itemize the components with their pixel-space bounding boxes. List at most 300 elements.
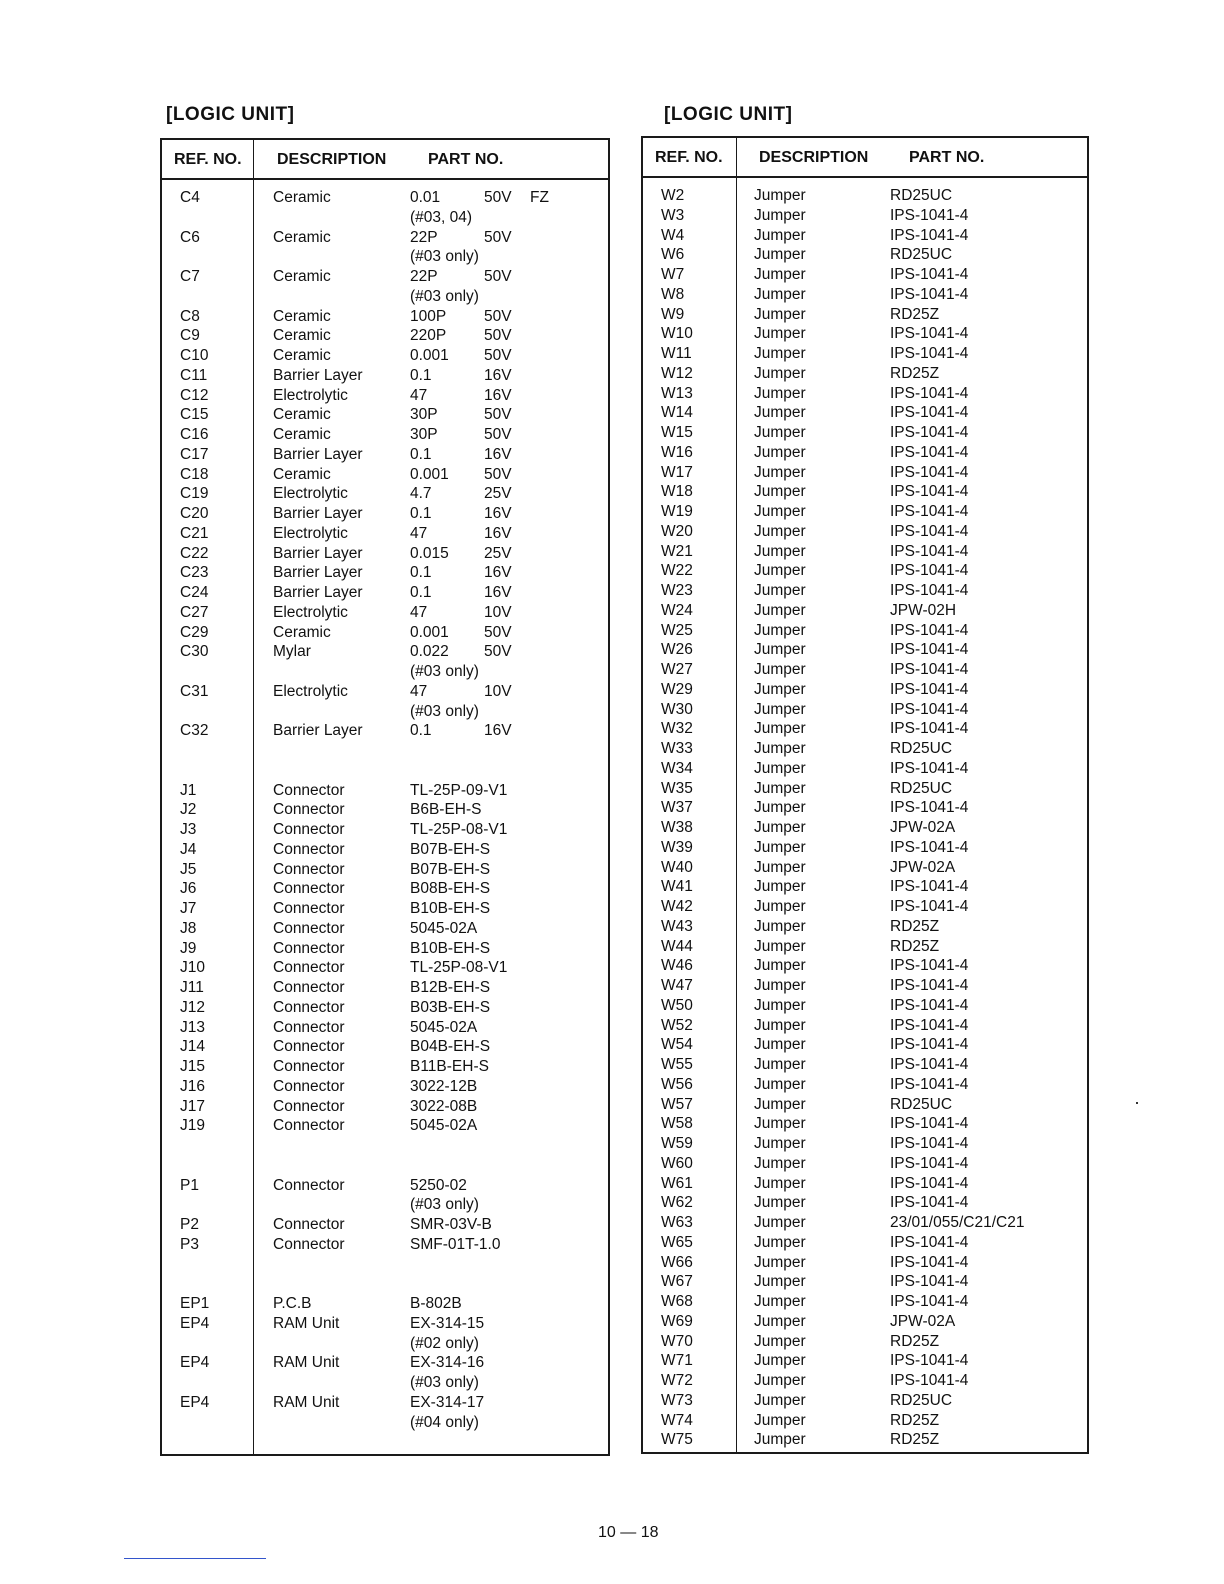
table-row (162, 1413, 608, 1433)
part-no-cell: JPW-02A (890, 1312, 956, 1330)
ref-no-cell: W11 (661, 345, 692, 362)
ref-no-cell: W39 (661, 838, 693, 856)
stray-mark (1136, 1102, 1138, 1104)
ref-no-cell: C24 (180, 584, 209, 601)
description-cell: Barrier Layer (273, 722, 363, 740)
table-row (162, 1136, 608, 1156)
description-cell: Electrolytic (273, 682, 348, 700)
description-cell: Barrier Layer (273, 366, 363, 384)
table-row (643, 384, 1087, 404)
description-cell: Connector (273, 860, 345, 878)
description-cell: Jumper (754, 1253, 806, 1271)
part-no-cell: TL-25P-09-V1 (410, 781, 508, 799)
description-cell: Jumper (754, 1075, 806, 1093)
description-cell: Jumper (754, 1056, 806, 1073)
ref-no-cell: J17 (180, 1097, 205, 1115)
table-row (643, 265, 1087, 285)
table-row (162, 1037, 608, 1057)
ref-no-cell: W44 (661, 937, 693, 955)
description-cell: P.C.B (273, 1295, 312, 1312)
table-row (643, 1351, 1087, 1371)
ref-no-cell: W30 (661, 700, 693, 718)
ref-no-cell: J5 (180, 860, 197, 878)
ref-no-cell: W16 (661, 443, 693, 461)
part-no-cell: IPS-1041-4 (890, 404, 969, 422)
part-no-cell: (#03 only) (410, 1196, 479, 1214)
ref-no-cell: W57 (661, 1095, 693, 1113)
description-cell: Jumper (754, 1293, 806, 1310)
description-cell: Connector (273, 1038, 345, 1056)
table-row (643, 1114, 1087, 1134)
ref-no-cell: C19 (180, 485, 209, 503)
part-no-cell: RD25Z (890, 1411, 940, 1429)
table-row (643, 937, 1087, 957)
description-cell: Jumper (754, 1312, 806, 1330)
table-row (162, 366, 608, 386)
ref-no-cell: C4 (180, 189, 200, 206)
table-row (643, 779, 1087, 799)
description-cell: Jumper (754, 858, 806, 876)
ref-no-cell: EP4 (180, 1314, 210, 1332)
description-cell: Barrier Layer (273, 564, 363, 582)
table-row (162, 504, 608, 524)
voltage-cell: 10V (484, 603, 512, 621)
table-row (162, 919, 608, 939)
part-no-cell: IPS-1041-4 (890, 1233, 969, 1251)
table-row (162, 603, 608, 623)
ref-no-cell: W67 (661, 1273, 693, 1291)
ref-no-cell: W47 (661, 977, 693, 994)
voltage-cell: 50V (484, 189, 512, 206)
part-no-cell: IPS-1041-4 (890, 1036, 969, 1054)
header-description: DESCRIPTION (759, 149, 869, 166)
table-row (162, 1314, 608, 1334)
ref-no-cell: W61 (661, 1174, 693, 1192)
table-row (643, 206, 1087, 226)
table-row (643, 364, 1087, 384)
ref-no-cell: W73 (661, 1391, 693, 1409)
header-ref-no: REF. NO. (174, 151, 242, 168)
table-row (643, 996, 1087, 1016)
ref-no-cell: W42 (661, 898, 693, 915)
part-no-cell: RD25Z (890, 917, 940, 935)
part-no-cell: EX-314-15 (410, 1314, 485, 1332)
ref-no-cell: W41 (661, 878, 693, 896)
part-no-cell: IPS-1041-4 (890, 621, 969, 639)
table-row (643, 443, 1087, 463)
part-no-cell: (#03 only) (410, 702, 479, 720)
part-no-cell: IPS-1041-4 (890, 878, 969, 896)
table-row (643, 917, 1087, 937)
part-no-cell: RD25UC (890, 246, 953, 264)
part-no-cell: 4.7 (410, 485, 432, 503)
table-row (643, 759, 1087, 779)
part-no-cell: IPS-1041-4 (890, 1273, 969, 1291)
description-cell: Jumper (754, 720, 806, 738)
description-cell: Jumper (754, 1154, 806, 1172)
description-cell: Jumper (754, 1115, 806, 1133)
part-no-cell: B6B-EH-S (410, 801, 482, 819)
part-no-cell: 3022-08B (410, 1097, 478, 1115)
table-row (162, 1077, 608, 1097)
header-description: DESCRIPTION (277, 151, 387, 168)
ref-no-cell: J6 (180, 880, 197, 898)
part-no-cell: IPS-1041-4 (890, 1253, 969, 1271)
table-row (162, 287, 608, 307)
ref-no-cell: W38 (661, 819, 693, 836)
description-cell: Connector (273, 880, 345, 898)
ref-no-cell: J14 (180, 1038, 205, 1056)
description-cell: Jumper (754, 1095, 806, 1113)
part-no-cell: 22P (410, 228, 438, 246)
part-no-cell: 220P (410, 327, 447, 345)
description-cell: Jumper (754, 384, 806, 402)
ref-no-cell: W12 (661, 364, 693, 382)
voltage-cell: 10V (484, 682, 512, 700)
ref-no-cell: J11 (180, 979, 204, 996)
part-no-cell: 5045-02A (410, 919, 478, 937)
description-cell: Jumper (754, 424, 806, 441)
table-row (162, 642, 608, 662)
part-no-cell: B03B-EH-S (410, 998, 491, 1016)
table-row (643, 818, 1087, 838)
part-no-cell: 5045-02A (410, 1018, 478, 1036)
ref-no-cell: J1 (180, 781, 197, 799)
part-no-cell: IPS-1041-4 (890, 977, 969, 994)
voltage-cell: 50V (484, 406, 512, 424)
table-row (162, 386, 608, 406)
ref-no-cell: W27 (661, 661, 693, 678)
part-no-cell: RD25Z (890, 1431, 940, 1449)
part-no-cell: B07B-EH-S (410, 840, 491, 858)
ref-no-cell: W14 (661, 404, 693, 422)
table-row (162, 307, 608, 327)
ref-no-cell: W15 (661, 424, 693, 441)
description-cell: Jumper (754, 799, 806, 817)
part-no-cell: EX-314-16 (410, 1354, 485, 1372)
part-no-cell: IPS-1041-4 (890, 463, 969, 481)
table-row (643, 542, 1087, 562)
table-row (162, 721, 608, 741)
part-no-cell: RD25Z (890, 937, 940, 955)
table-row (643, 502, 1087, 522)
part-no-cell: B10B-EH-S (410, 939, 491, 957)
part-no-cell: (#04 only) (410, 1413, 479, 1431)
part-no-cell: 5045-02A (410, 1117, 478, 1135)
description-cell: Jumper (754, 680, 806, 698)
description-cell: Jumper (754, 187, 806, 204)
table-row (162, 267, 608, 287)
table-row (162, 761, 608, 781)
table-row (162, 544, 608, 564)
table-row (162, 1255, 608, 1275)
ref-no-cell: W20 (661, 522, 693, 540)
description-cell: Connector (273, 1235, 345, 1253)
part-no-cell: RD25UC (890, 779, 953, 797)
part-no-cell: RD25UC (890, 1391, 953, 1409)
table-row (162, 563, 608, 583)
description-cell: Jumper (754, 305, 806, 323)
description-cell: Jumper (754, 641, 806, 659)
part-no-cell: IPS-1041-4 (890, 720, 969, 738)
ref-no-cell: W75 (661, 1431, 693, 1449)
part-no-cell: IPS-1041-4 (890, 1154, 969, 1172)
description-cell: Jumper (754, 443, 806, 461)
ref-no-cell: W32 (661, 720, 693, 738)
part-no-cell: TL-25P-08-V1 (410, 821, 508, 838)
description-cell: Ceramic (273, 228, 331, 246)
table-row (643, 1016, 1087, 1036)
description-cell: Barrier Layer (273, 445, 363, 463)
table-row (643, 680, 1087, 700)
footer-rule (124, 1558, 266, 1559)
description-cell: Barrier Layer (273, 584, 363, 601)
description-cell: Connector (273, 998, 345, 1016)
ref-no-cell: P2 (180, 1216, 199, 1233)
part-no-cell: 0.001 (410, 347, 449, 364)
description-cell: Jumper (754, 917, 806, 935)
table-row (643, 621, 1087, 641)
header-part-no: PART NO. (428, 151, 504, 168)
description-cell: Electrolytic (273, 603, 348, 621)
table-row (643, 1095, 1087, 1115)
ref-no-cell: W22 (661, 562, 693, 580)
ref-no-cell: W6 (661, 246, 685, 264)
ref-no-cell: C6 (180, 228, 200, 246)
part-no-cell: IPS-1041-4 (890, 680, 969, 698)
table-row (643, 1174, 1087, 1194)
part-no-cell: (#02 only) (410, 1334, 479, 1352)
table-row (162, 346, 608, 366)
ref-no-cell: W8 (661, 285, 685, 303)
description-cell: Connector (273, 781, 345, 799)
part-no-cell: (#03 only) (410, 663, 479, 680)
table-row (643, 719, 1087, 739)
table-row (643, 1391, 1087, 1411)
table-row (643, 423, 1087, 443)
table-row (162, 1156, 608, 1176)
table-row (643, 1154, 1087, 1174)
table-row (643, 305, 1087, 325)
ref-no-cell: J13 (180, 1018, 205, 1036)
ref-no-cell: W24 (661, 601, 693, 619)
part-no-cell: IPS-1041-4 (890, 562, 969, 580)
part-no-cell: B10B-EH-S (410, 900, 491, 917)
description-cell: Jumper (754, 1016, 806, 1034)
part-no-cell: SMF-01T-1.0 (410, 1235, 501, 1253)
table-row (162, 662, 608, 682)
table-row (162, 682, 608, 702)
part-no-cell: IPS-1041-4 (890, 1174, 969, 1192)
ref-no-cell: W72 (661, 1372, 693, 1389)
part-no-cell: IPS-1041-4 (890, 325, 969, 343)
description-cell: Connector (273, 1117, 345, 1135)
table-row (162, 623, 608, 643)
voltage-cell: 50V (484, 228, 512, 246)
ref-no-cell: W68 (661, 1293, 693, 1310)
description-cell: Jumper (754, 740, 806, 757)
ref-no-cell: W35 (661, 779, 693, 797)
part-no-cell: SMR-03V-B (410, 1216, 492, 1233)
description-cell: Jumper (754, 1233, 806, 1251)
description-cell: Ceramic (273, 327, 331, 345)
table-row (643, 1075, 1087, 1095)
description-cell: Jumper (754, 1214, 806, 1231)
part-no-cell: 47 (410, 682, 428, 700)
table-row (643, 838, 1087, 858)
description-cell: RAM Unit (273, 1354, 340, 1372)
table-body (643, 186, 1087, 1450)
table-row (643, 403, 1087, 423)
description-cell: Jumper (754, 700, 806, 718)
description-cell: Jumper (754, 364, 806, 382)
voltage-cell: 16V (484, 366, 512, 384)
table-row (162, 998, 608, 1018)
description-cell: Jumper (754, 463, 806, 481)
ref-no-cell: C7 (180, 268, 200, 285)
part-no-cell: 22P (410, 268, 438, 285)
ref-no-cell: W37 (661, 799, 693, 817)
table-row (162, 1334, 608, 1354)
description-cell: Jumper (754, 1273, 806, 1291)
voltage-cell: 50V (484, 307, 512, 325)
ref-no-cell: J8 (180, 919, 197, 937)
table-row (162, 524, 608, 544)
left-parts-table (160, 138, 610, 1456)
ref-no-cell: W52 (661, 1016, 693, 1034)
part-no-cell: 47 (410, 603, 428, 621)
description-cell: Jumper (754, 759, 806, 777)
part-no-cell: 0.1 (410, 445, 432, 463)
part-no-cell: RD25Z (890, 1332, 940, 1350)
table-row (162, 741, 608, 761)
part-no-cell: IPS-1041-4 (890, 206, 969, 224)
description-cell: Connector (273, 959, 345, 977)
part-no-cell: IPS-1041-4 (890, 483, 969, 501)
description-cell: Jumper (754, 838, 806, 856)
table-row (162, 879, 608, 899)
ref-no-cell: C27 (180, 603, 209, 621)
part-no-cell: (#03 only) (410, 248, 479, 266)
part-no-cell: 0.1 (410, 564, 432, 582)
description-cell: Jumper (754, 1391, 806, 1409)
ref-no-cell: W59 (661, 1135, 693, 1152)
ref-no-cell: J10 (180, 959, 205, 977)
ref-no-cell: W13 (661, 384, 693, 402)
part-no-cell: IPS-1041-4 (890, 898, 969, 915)
description-cell: Jumper (754, 779, 806, 797)
table-row (643, 482, 1087, 502)
ref-no-cell: C18 (180, 465, 209, 483)
voltage-cell: 16V (484, 524, 512, 542)
part-no-cell: JPW-02A (890, 858, 956, 876)
table-row (162, 899, 608, 919)
ref-no-cell: W65 (661, 1233, 693, 1251)
part-no-cell: IPS-1041-4 (890, 661, 969, 678)
description-cell: Jumper (754, 285, 806, 303)
header-ref-no: REF. NO. (655, 149, 723, 166)
ref-no-cell: W26 (661, 641, 693, 659)
table-row (162, 425, 608, 445)
part-no-cell: IPS-1041-4 (890, 641, 969, 659)
description-cell: Connector (273, 840, 345, 858)
description-cell: Connector (273, 1097, 345, 1115)
part-no-cell: IPS-1041-4 (890, 1293, 969, 1310)
table-row (643, 344, 1087, 364)
part-no-cell: IPS-1041-4 (890, 1016, 969, 1034)
part-no-cell: IPS-1041-4 (890, 542, 969, 560)
table-row (162, 465, 608, 485)
part-no-cell: 47 (410, 386, 428, 404)
description-cell: Jumper (754, 1174, 806, 1192)
table-row (162, 1393, 608, 1413)
part-no-cell: RD25UC (890, 1095, 953, 1113)
part-no-cell: 23/01/055/C21/C21 (890, 1214, 1025, 1231)
table-row (162, 1176, 608, 1196)
table-row (162, 702, 608, 722)
part-no-cell: 0.001 (410, 465, 449, 483)
part-no-cell: IPS-1041-4 (890, 838, 969, 856)
table-row (162, 978, 608, 998)
table-row (643, 1035, 1087, 1055)
ref-no-cell: W7 (661, 266, 685, 283)
description-cell: Jumper (754, 957, 806, 975)
description-cell: Barrier Layer (273, 544, 363, 562)
ref-no-cell: W74 (661, 1411, 693, 1429)
description-cell: Jumper (754, 246, 806, 264)
part-no-cell: 0.001 (410, 623, 449, 641)
description-cell: Jumper (754, 266, 806, 283)
right-parts-table (641, 136, 1089, 1454)
part-no-cell: 0.1 (410, 505, 432, 522)
description-cell: Jumper (754, 1135, 806, 1152)
table-row (643, 858, 1087, 878)
description-cell: Jumper (754, 483, 806, 501)
part-no-cell: B-802B (410, 1295, 462, 1312)
table-row (643, 522, 1087, 542)
ref-no-cell: EP4 (180, 1393, 210, 1411)
ref-no-cell: W33 (661, 740, 693, 757)
ref-no-cell: C20 (180, 505, 209, 522)
part-no-cell: IPS-1041-4 (890, 1135, 969, 1152)
description-cell: Connector (273, 1018, 345, 1036)
description-cell: Connector (273, 900, 345, 917)
ref-no-cell: W3 (661, 206, 685, 224)
table-row (643, 1233, 1087, 1253)
part-no-cell: IPS-1041-4 (890, 384, 969, 402)
description-cell: Jumper (754, 996, 806, 1014)
part-no-cell: RD25Z (890, 364, 940, 382)
ref-no-cell: W70 (661, 1332, 693, 1350)
ref-no-cell: C8 (180, 307, 200, 325)
part-no-cell: IPS-1041-4 (890, 799, 969, 817)
description-cell: Connector (273, 1176, 345, 1194)
table-row (162, 1018, 608, 1038)
part-no-cell: 0.1 (410, 722, 432, 740)
description-cell: RAM Unit (273, 1393, 340, 1411)
table-row (643, 1292, 1087, 1312)
table-row (162, 958, 608, 978)
description-cell: Jumper (754, 977, 806, 994)
ref-no-cell: C23 (180, 564, 209, 582)
ref-no-cell: P3 (180, 1235, 199, 1253)
part-no-cell: B08B-EH-S (410, 880, 491, 898)
ref-no-cell: J16 (180, 1077, 205, 1095)
part-no-cell: 0.01 (410, 189, 441, 206)
table-row (643, 1411, 1087, 1431)
table-header (162, 140, 608, 180)
ref-no-cell: W56 (661, 1075, 693, 1093)
